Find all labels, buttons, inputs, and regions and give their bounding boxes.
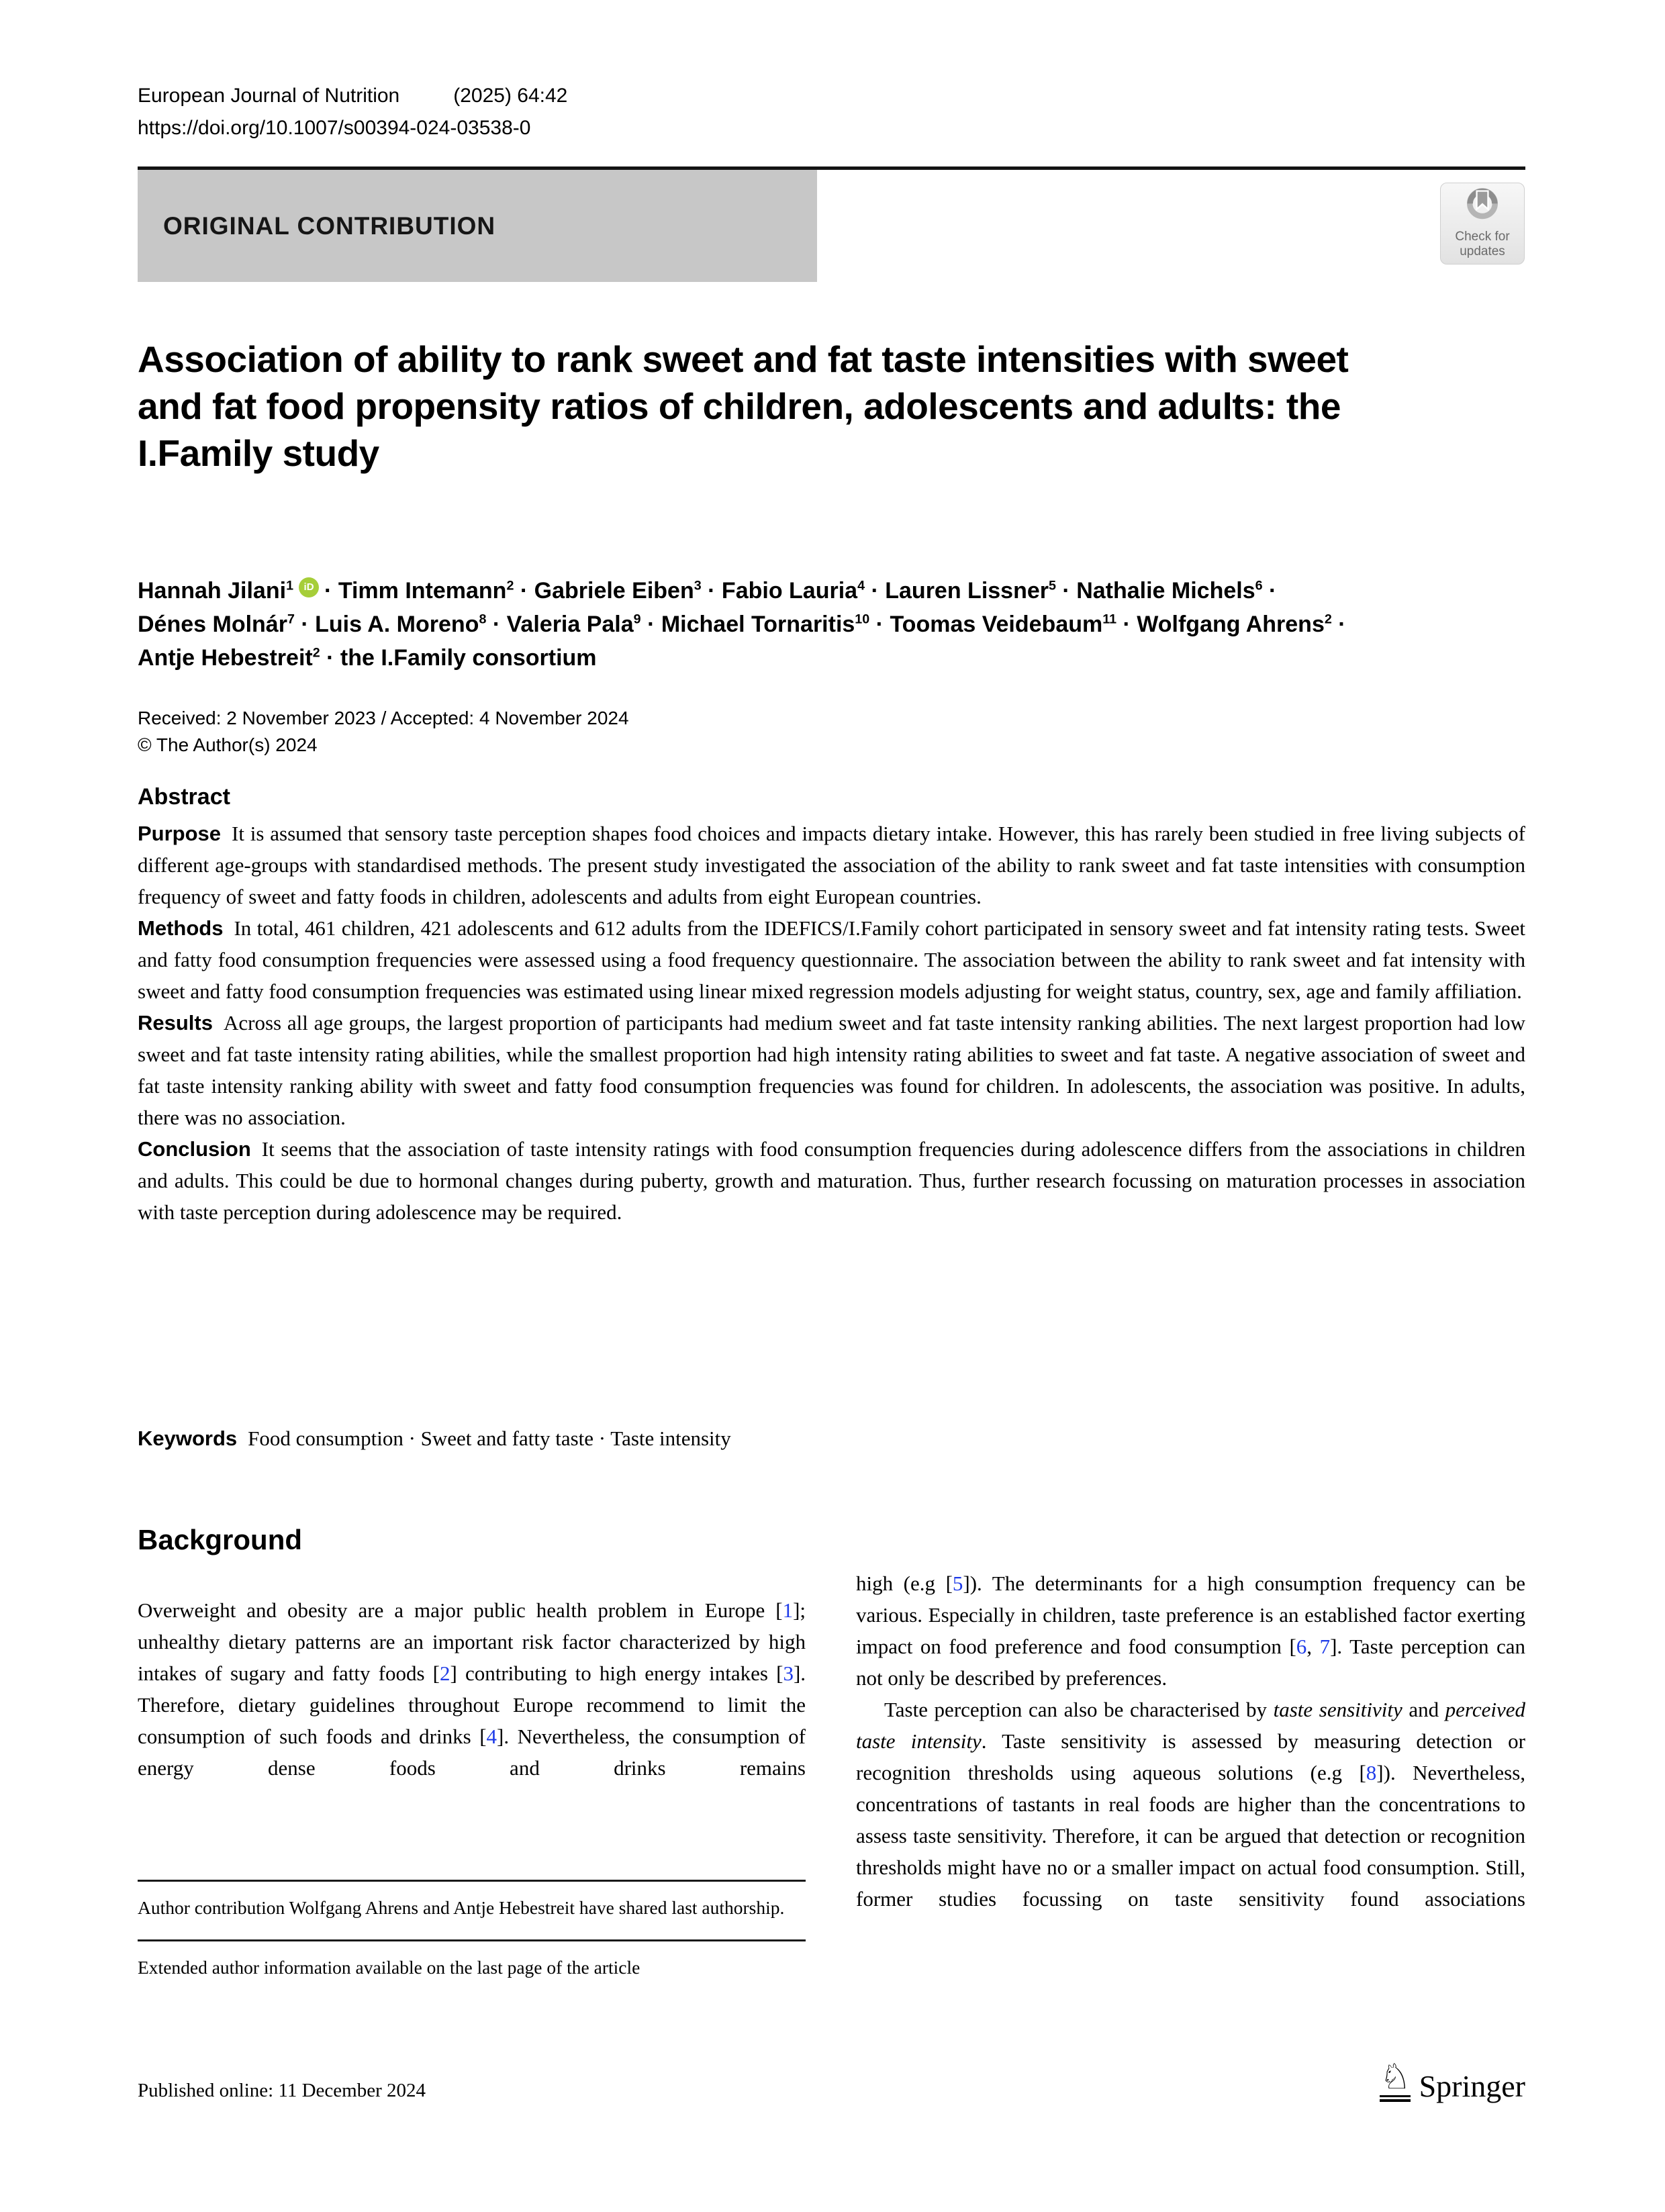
text-segment: Overweight and obesity are a major public health problem in Europe [ (138, 1598, 783, 1622)
background-paragraph-right-2 (856, 1694, 1525, 1915)
received-accepted: Received: 2 November 2023 / Accepted: 4 November 2024 (138, 708, 629, 728)
text-segment: Antje Hebestreit (138, 645, 313, 671)
text-segment: high (e.g [ (856, 1572, 953, 1595)
text-segment: Taste perception can also be characterised by (884, 1698, 1274, 1721)
text-segment: ]; unhealthy dietary patterns are an important risk factor characterized by high intakes of sugary and fatty foods [ (138, 1598, 806, 1685)
page-footer (138, 2058, 1525, 2103)
author-affiliation-superscript: 2 (506, 578, 514, 593)
author-affiliation-superscript: 11 (1102, 612, 1117, 627)
abstract-body (138, 818, 1525, 1228)
text-segment: perceived taste intensity (856, 1698, 1525, 1753)
text-segment: Wolfgang Ahrens and Antje Hebestreit have shared last authorship. (285, 1897, 785, 1918)
check-updates-label: Check for updates (1455, 230, 1510, 258)
extended-author-info-note: Extended author information available on the last page of the article (138, 1957, 640, 1978)
title-line-3: I.Family study (138, 432, 379, 474)
dates-block (138, 705, 629, 759)
journal-issue: (2025) 64:42 (453, 85, 568, 107)
text-segment: Results (138, 1011, 213, 1035)
text-segment: · (514, 578, 534, 604)
text-segment: Gabriele Eiben (534, 578, 694, 604)
text-segment: · (869, 612, 890, 637)
text-segment: Food consumption · Sweet and fatty taste · Taste intensity (248, 1427, 731, 1450)
text-segment: Nathalie Michels (1076, 578, 1255, 604)
springer-knight-base (1380, 2095, 1411, 2102)
footnote-divider-1 (138, 1880, 806, 1882)
author-affiliation-superscript: 8 (479, 612, 487, 627)
text-segment: ]. Nevertheless, the consumption of energy dense foods and drinks remains (138, 1725, 806, 1780)
check-for-updates-badge[interactable] (1440, 183, 1525, 265)
doi-link[interactable]: https://doi.org/10.1007/s00394-024-03538-0 (138, 117, 531, 139)
author-affiliation-superscript: 7 (287, 612, 295, 627)
text-segment: It seems that the association of taste intensity ratings with food consumption frequencies during adolescence differs from the associations in children and adults. This could be due to hormonal changes during puberty, growth and maturation. Thus, further research focussing on maturation processes in association with taste perception during adolescence may be required. (138, 1137, 1525, 1224)
check-updates-icon (1462, 186, 1503, 230)
published-online-date: Published online: 11 December 2024 (138, 2079, 426, 2101)
text-segment: · (324, 578, 338, 604)
author-affiliation-superscript: 2 (312, 645, 320, 661)
text-segment: Toomas Veidebaum (890, 612, 1103, 637)
keywords-line (138, 1427, 1525, 1451)
abstract-paragraph-results (138, 1007, 1525, 1133)
text-segment: ]). Nevertheless, concentrations of tastants in real foods are higher than the concentrations to assess taste sensitivity. Therefore, it can be argued that detection or recognition thresholds might have no or a smaller impact on actual food consumption. Still, former studies focussing on taste sensitivity found associations (856, 1761, 1526, 1911)
article-title (138, 336, 1525, 477)
article-type-banner (138, 170, 817, 282)
reference-link[interactable]: 4 (486, 1725, 497, 1748)
title-line-2: and fat food propensity ratios of children, adolescents and adults: the (138, 385, 1341, 427)
author-affiliation-superscript: 1 (286, 578, 294, 593)
reference-link[interactable]: 7 (1319, 1635, 1331, 1658)
reference-link[interactable]: 8 (1366, 1761, 1377, 1784)
reference-link[interactable]: 5 (952, 1572, 963, 1595)
text-segment: Author contribution (138, 1897, 285, 1918)
text-segment: · (486, 612, 507, 637)
author-affiliation-superscript: 5 (1049, 578, 1056, 593)
text-segment: · (1262, 578, 1277, 604)
reference-link[interactable]: 3 (783, 1662, 794, 1685)
reference-link[interactable]: 6 (1296, 1635, 1307, 1658)
text-segment: It is assumed that sensory taste perception shapes food choices and impacts dietary intake. However, this has rarely been studied in free living subjects of different age-groups with standardised methods. The present study investigated the association of the ability to rank sweet and fat taste intensities with consumption frequency of sweet and fatty foods in children, adolescents and adults from eight European countries. (138, 822, 1525, 908)
reference-link[interactable]: 2 (440, 1662, 450, 1685)
abstract-heading: Abstract (138, 784, 230, 810)
orcid-icon[interactable]: iD (299, 577, 319, 597)
text-segment: · (294, 612, 316, 637)
author-affiliation-superscript: 2 (1324, 612, 1332, 627)
text-segment: · (1116, 612, 1137, 637)
background-paragraph-left (138, 1594, 806, 1784)
text-segment: Hannah Jilani (138, 578, 287, 604)
text-segment: · the I.Family consortium (320, 645, 597, 671)
footnote-block (138, 1880, 806, 1982)
journal-name: European Journal of Nutrition (138, 85, 400, 107)
text-segment: · (640, 612, 661, 637)
journal-header (138, 85, 567, 107)
title-line-1: Association of ability to rank sweet and fat taste intensities with sweet (138, 338, 1349, 380)
text-segment: Dénes Molnár (138, 612, 287, 637)
reference-link[interactable]: 1 (782, 1598, 794, 1622)
text-segment: , (1306, 1635, 1320, 1658)
text-segment: Conclusion (138, 1137, 251, 1161)
text-segment: ]. Therefore, dietary guidelines throughout Europe recommend to limit the consumption of such foods and drinks [ (138, 1662, 806, 1748)
text-segment: Wolfgang Ahrens (1137, 612, 1325, 637)
text-segment: Methods (138, 916, 224, 940)
author-affiliation-superscript: 3 (694, 578, 702, 593)
text-segment: ]. Taste perception can not only be described by preferences. (856, 1635, 1526, 1690)
abstract-paragraph-purpose (138, 818, 1525, 912)
text-segment: Purpose (138, 822, 222, 845)
text-segment: · (1055, 578, 1077, 604)
article-type-label: ORIGINAL CONTRIBUTION (163, 211, 496, 240)
author-contribution-note (138, 1894, 806, 1922)
text-segment: · (701, 578, 722, 604)
footnote-divider-2 (138, 1939, 806, 1941)
text-segment: In total, 461 children, 421 adolescents and 612 adults from the IDEFICS/I.Family cohort participated in sensory sweet and fat intensity rating tests. Sweet and fatty food consumption frequencies were assessed using a food frequency questionnaire. The association between the ability to rank sweet and fat intensity with sweet and fatty food consumption frequencies was estimated using linear mixed regression models adjusting for weight status, country, sex, age and family affiliation. (138, 916, 1525, 1003)
springer-logo (1379, 2058, 1525, 2103)
springer-wordmark: Springer (1419, 2068, 1525, 2103)
background-paragraph-right-1 (856, 1568, 1525, 1694)
abstract-paragraph-methods (138, 912, 1525, 1007)
text-segment: taste sensitivity (1273, 1698, 1402, 1721)
background-column-right (856, 1524, 1525, 1915)
author-affiliation-superscript: 4 (857, 578, 865, 593)
text-segment: ] contributing to high energy intakes [ (450, 1662, 783, 1685)
author-affiliation-superscript: 6 (1255, 578, 1263, 593)
text-segment: Luis A. Moreno (315, 612, 479, 637)
abstract-paragraph-conclusion (138, 1133, 1525, 1228)
author-list (138, 574, 1525, 675)
text-segment: Timm Intemann (338, 578, 507, 604)
text-segment: Valeria Pala (506, 612, 634, 637)
author-affiliation-superscript: 9 (633, 612, 641, 627)
background-column-left (138, 1524, 806, 1784)
text-segment: · (865, 578, 886, 604)
copyright-notice: © The Author(s) 2024 (138, 734, 318, 755)
text-segment: Lauren Lissner (885, 578, 1049, 604)
text-segment: Michael Tornaritis (661, 612, 855, 637)
text-segment: · (1331, 612, 1346, 637)
text-segment: and (1402, 1698, 1445, 1721)
text-segment: . Taste sensitivity is assessed by measuring detection or recognition thresholds using aqueous solutions (e.g [ (856, 1729, 1526, 1784)
text-segment: Fabio Lauria (721, 578, 858, 604)
text-segment: Across all age groups, the largest proportion of participants had medium sweet and fat taste intensity ranking abilities. The next largest proportion had low sweet and fat taste intensity rating abilities, while the smallest proportion had high intensity rating abilities to sweet and fat taste. A negative association of sweet and fat taste intensity ranking ability with sweet and fatty food consumption frequencies was found for children. In adolescents, the association was positive. In adults, there was no association. (138, 1011, 1525, 1129)
text-segment: Keywords (138, 1427, 238, 1450)
springer-knight-icon: ♘ (1380, 2062, 1411, 2102)
author-affiliation-superscript: 10 (855, 612, 870, 627)
background-heading: Background (138, 1524, 303, 1555)
text-segment: ]). The determinants for a high consumption frequency can be various. Especially in children, taste preference is an established factor exerting impact on food preference and food consumption [ (856, 1572, 1525, 1658)
